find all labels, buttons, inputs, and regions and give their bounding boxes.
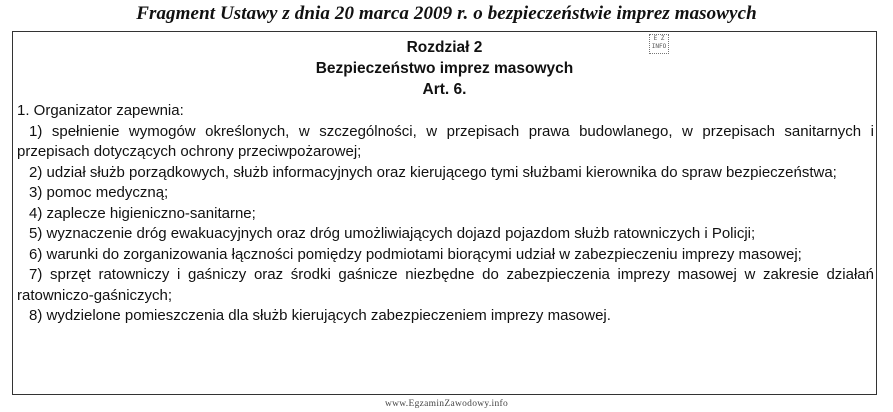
document-title: Fragment Ustawy z dnia 20 marca 2009 r. o bezpieczeństwie imprez masowych — [136, 3, 757, 24]
list-item: 7) sprzęt ratowniczy i gaśniczy oraz środki gaśnicze niezbędne do zabezpieczenia imprezy masowej w zakresie działań ratowniczo-gaśniczych; — [17, 266, 874, 304]
chapter-number: Rozdział 2 — [406, 39, 483, 56]
list-item: 2) udział służb porządkowych, służb informacyjnych oraz kierującego tymi służbami kierownika do spraw bezpieczeństwa; — [29, 163, 837, 181]
ez-info-stamp-icon: E Z INFO — [649, 34, 669, 54]
list-item: 3) pomoc medyczną; — [29, 184, 169, 201]
article-intro: 1. Organizator zapewnia: — [17, 102, 184, 119]
list-item: 6) warunki do zorganizowania łączności pomiędzy podmiotami biorącymi udział w zabezpieczeniu imprezy masowej; — [29, 245, 802, 263]
article-body — [17, 101, 874, 327]
chapter-heading — [13, 37, 876, 100]
list-item: 4) zaplecze higieniczno-sanitarne; — [29, 204, 256, 222]
article-number: Art. 6. — [422, 81, 467, 98]
list-item: 8) wydzielone pomieszczenia dla służb kierujących zabezpieczeniem imprezy masowej. — [29, 307, 611, 324]
list-item: 5) wyznaczenie dróg ewakuacyjnych oraz dróg umożliwiających dojazd pojazdom służb ratowniczych i Policji; — [29, 225, 756, 242]
source-watermark: www.EgzaminZawodowy.info — [384, 399, 509, 409]
chapter-title: Bezpieczeństwo imprez masowych — [315, 60, 574, 77]
excerpt-frame — [12, 31, 877, 395]
list-item: 1) spełnienie wymogów określonych, w szczególności, w przepisach prawa budowlanego, w przepisach sanitarnych i przepisach dotyczących ochrony przeciwpożarowej; — [17, 122, 874, 160]
